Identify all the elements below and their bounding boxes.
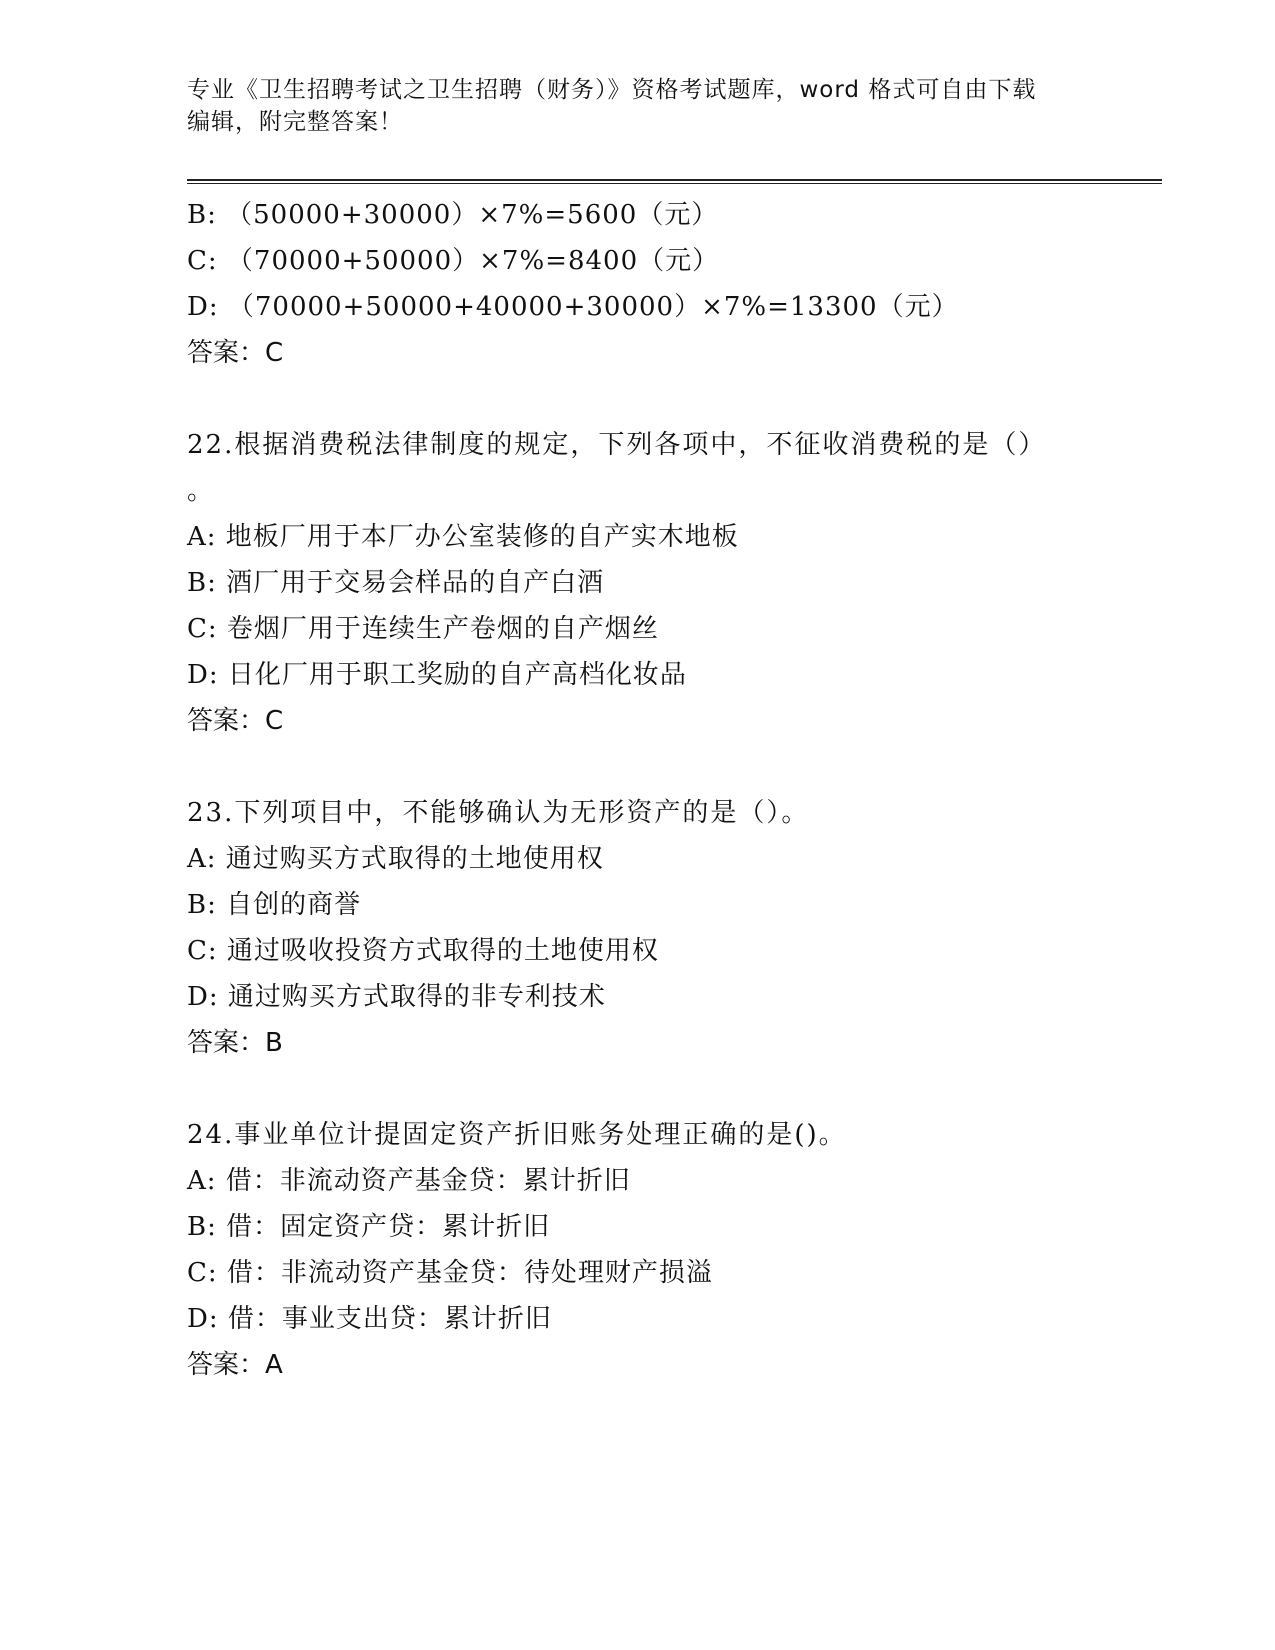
- header-line-2: 编辑，附完整答案！: [187, 109, 403, 135]
- question-text-continued: 。: [187, 476, 214, 506]
- header-divider: [187, 179, 1162, 184]
- question-21-block: [187, 192, 1087, 376]
- answer: 答案：A: [187, 1350, 283, 1380]
- option-a: A: 地板厂用于本厂办公室装修的自产实木地板: [187, 522, 739, 552]
- question-content: [187, 192, 1087, 1434]
- page-header: [187, 74, 1087, 138]
- option-a: A: 通过购买方式取得的土地使用权: [187, 844, 604, 874]
- option-d: D: （70000+50000+40000+30000）×7%=13300（元）: [187, 292, 959, 322]
- option-c: C: （70000+50000）×7%=8400（元）: [187, 246, 720, 276]
- option-b: B: 自创的商誉: [187, 890, 362, 920]
- option-c: C: 卷烟厂用于连续生产卷烟的自产烟丝: [187, 614, 659, 644]
- answer: 答案：B: [187, 1028, 283, 1058]
- option-c: C: 通过吸收投资方式取得的土地使用权: [187, 936, 659, 966]
- answer: 答案：C: [187, 706, 284, 736]
- header-line-1: 专业《卫生招聘考试之卫生招聘（财务）》资格考试题库，word 格式可自由下载: [187, 77, 1037, 103]
- question-24-block: [187, 1112, 1087, 1388]
- option-b: B: 借：固定资产贷：累计折旧: [187, 1212, 551, 1242]
- question-22-block: [187, 422, 1087, 744]
- answer: 答案：C: [187, 338, 284, 368]
- option-b: B: 酒厂用于交易会样品的自产白酒: [187, 568, 605, 598]
- option-c: C: 借：非流动资产基金贷：待处理财产损溢: [187, 1258, 713, 1288]
- question-text: 23.下列项目中，不能够确认为无形资产的是（）。: [187, 798, 810, 828]
- option-b: B: （50000+30000）×7%=5600（元）: [187, 200, 719, 230]
- question-text: 22.根据消费税法律制度的规定，下列各项中，不征收消费税的是（）: [187, 430, 1047, 460]
- question-text: 24.事业单位计提固定资产折旧账务处理正确的是()。: [187, 1120, 847, 1150]
- option-d: D: 日化厂用于职工奖励的自产高档化妆品: [187, 660, 687, 690]
- option-d: D: 通过购买方式取得的非专利技术: [187, 982, 606, 1012]
- option-d: D: 借：事业支出贷：累计折旧: [187, 1304, 552, 1334]
- option-a: A: 借：非流动资产基金贷：累计折旧: [187, 1166, 631, 1196]
- question-23-block: [187, 790, 1087, 1066]
